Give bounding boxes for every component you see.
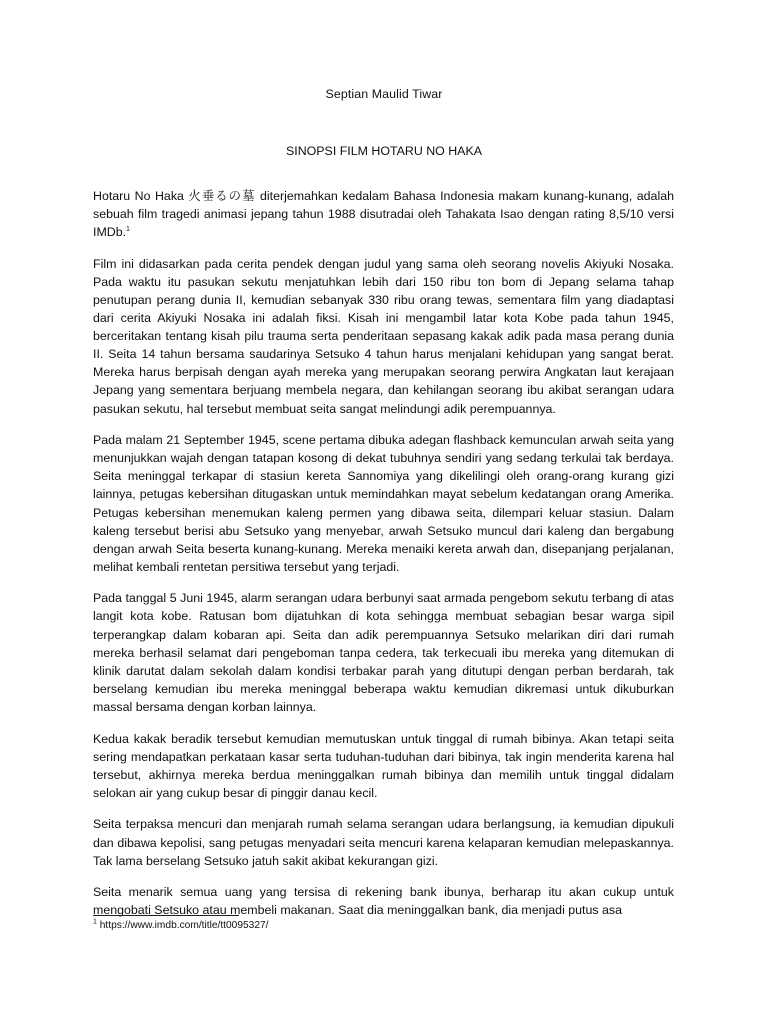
paragraph-2: Film ini didasarkan pada cerita pendek dengan judul yang sama oleh seorang novelis Akiyuki Nosaka. Pada waktu itu pasukan sekutu menjatuhkan lebih dari 150 ribu ton bom di Jepang selama tahap penutupan perang dunia II, kemudian sebanyak 330 ribu orang tewas, sementara film yang diadaptasi dari cerita Akiyuki Nosaka ini adalah fiksi. Kisah ini mengambil latar kota Kobe pada tahun 1945, berceritakan tentang kisah pilu trauma serta penderitaan sepasang kakak adik pada masa perang dunia II. Seita 14 tahun bersama saudarinya Setsuko 4 tahun harus menjalani kehidupan yang sangat berat. Mereka harus berpisah dengan ayah mereka yang merupakan seorang perwira Angkatan laut kerajaan Jepang yang sementara berjuang membela negara, dan kehilangan seorang ibu akibat serangan udara pasukan sekutu, hal tersebut membuat seita sangat melindungi adik perempuannya. — [93, 256, 674, 416]
document-title: SINOPSI FILM HOTARU NO HAKA — [286, 144, 482, 158]
footnote-divider — [93, 915, 239, 916]
footnote — [93, 920, 269, 931]
paragraph-4: Pada tanggal 5 Juni 1945, alarm serangan udara berbunyi saat armada pengebom sekutu terbang di atas langit kota kobe. Ratusan bom dijatuhkan di kota sehingga membuat sebagian besar warga sipil terperangkap dalam kobaran api. Seita dan adik perempuannya Setsuko melarikan diri dari rumah mereka berhasil selamat dari pengeboman tanpa cedera, tak terkecuali ibu mereka yang ditemukan di klinik darutat dalam sekolah dalam kondisi terbakar parah yang ditutupi dengan perban berdarah, tak berselang kemudian ibu mereka meninggal beberapa waktu kemudian dikremasi untuk dikuburkan massal bersama dengan korban lainnya. — [93, 591, 674, 714]
footnote-reference[interactable]: 1 — [126, 226, 130, 234]
paragraph-1-text: Hotaru No Haka 火垂るの墓 diterjemahkan kedalam Bahasa Indonesia makam kunang-kunang, adalah sebuah film tragedi animasi jepang tahun 1988 disutradai oleh Tahakata Isao dengan rating 8,5/10 versi IMDb. — [93, 189, 674, 240]
paragraph-7: Seita menarik semua uang yang tersisa di rekening bank ibunya, berharap itu akan cukup untuk mengobati Setsuko atau membeli makanan. Saat dia meninggalkan bank, dia menjadi putus asa — [93, 885, 674, 918]
paragraph-3: Pada malam 21 September 1945, scene pertama dibuka adegan flashback kemunculan arwah seita yang menunjukkan wajah dengan tatapan kosong di dekat tubuhnya sendiri yang sedang terkulai tak berdaya. Seita meninggal terkapar di stasiun kereta Sannomiya yang dikelilingi oleh orang-orang kurang gizi lainnya, petugas kebersihan ditugaskan untuk memindahkan mayat sebelum kedatangan orang Amerika. Petugas kebersihan menemukan kaleng permen yang dibawa seita, dilempari keluar stasiun. Dalam kaleng tersebut berisi abu Setsuko yang menyebar, arwah Setsuko muncul dari kaleng dan bergabung dengan arwah Seita beserta kunang-kunang. Mereka menaiki kereta arwah dan, disepanjang perjalanan, melihat kembali rentetan persitiwa tersebut yang terjadi. — [93, 433, 674, 574]
footnote-link[interactable]: https://www.imdb.com/title/tt0095327/ — [99, 920, 269, 931]
document-body — [93, 187, 674, 933]
footnote-marker: 1 — [93, 918, 97, 926]
paragraph-1 — [93, 187, 674, 241]
paragraph-6: Seita terpaksa mencuri dan menjarah rumah selama serangan udara berlangsung, ia kemudian dipukuli dan dibawa kepolisi, sang petugas menyadari seita mencuri karena kelaparan kemudian melepaskannya. Tak lama berselang Setsuko jatuh sakit akibat kekurangan gizi. — [93, 817, 674, 868]
paragraph-5: Kedua kakak beradik tersebut kemudian memutuskan untuk tinggal di rumah bibinya. Akan tetapi seita sering mendapatkan perkataan kasar serta tuduhan-tuduhan dari bibinya, tak ingin menderita karena hal tersebut, akhirnya mereka berdua meninggalkan rumah bibinya dan memilih untuk tinggal didalam selokan air yang cukup besar di pinggir danau kecil. — [93, 731, 674, 800]
author-name: Septian Maulid Tiwar — [325, 87, 443, 101]
